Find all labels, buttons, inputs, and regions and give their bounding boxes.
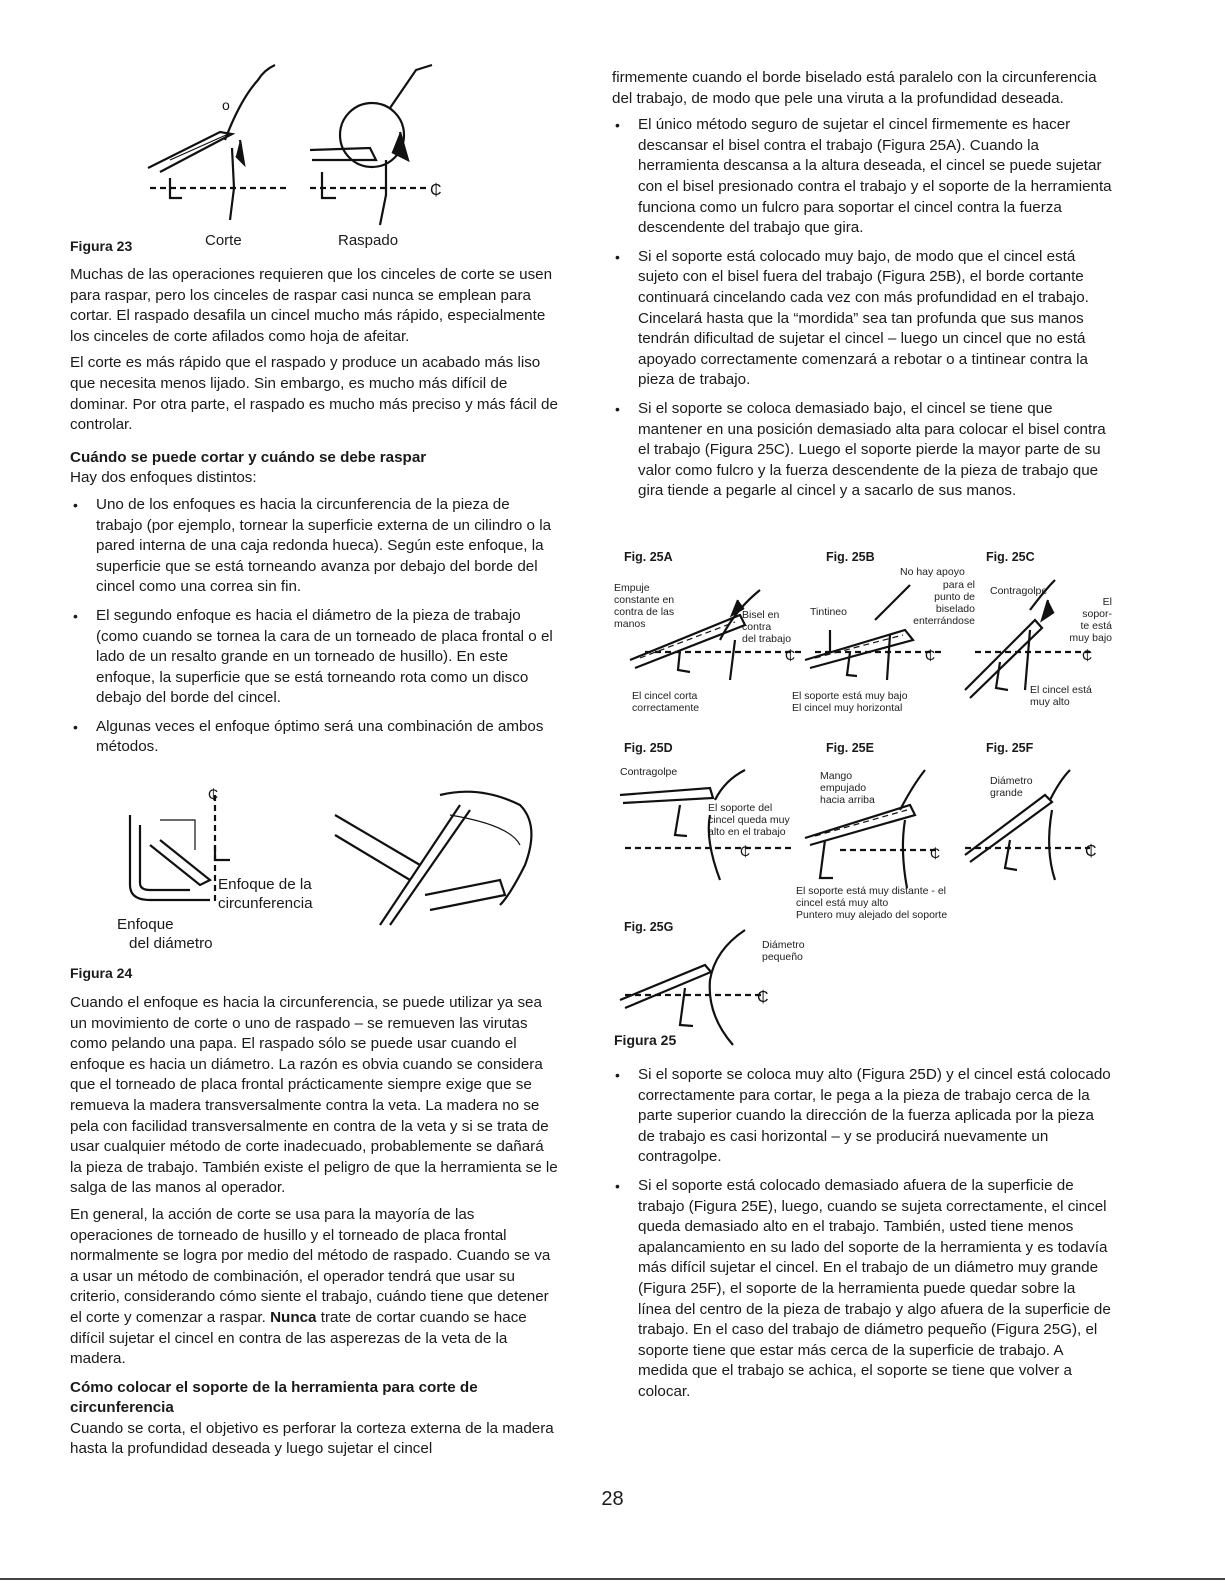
left-column-top — [70, 265, 558, 766]
figure-24-label-circ-2: circunferencia — [218, 895, 313, 912]
paragraph: Hay dos enfoques distintos: — [70, 469, 257, 487]
fig-25e-caption: El soporte está muy distante - el cincel está muy alto Puntero muy alejado del soporte — [796, 885, 948, 921]
list-item: • Si el soporte está colocado muy bajo, de modo que el cincel está sujeto con el bisel fuera del trabajo (Figura 25B), el borde cortante continuará cincelando cada vez con más profundidad en el trabajo. Cincelará hasta que la “mordida” sea tan profunda que sus manos tendrán dificultad de sujetar el cincel – luego un cincel que no está apoyado correctamente comenzará a rebotar o a tintinear contra la pieza de trabajo. — [612, 247, 1112, 391]
fig-25b-caption: El soporte está muy bajo El cincel muy horizontal — [792, 690, 908, 714]
fig-25d-drawing — [615, 770, 805, 880]
fig-25d-title: Fig. 25D — [624, 741, 673, 755]
figure-24-caption: Figura 24 — [70, 965, 133, 981]
bottom-rule — [0, 1578, 1225, 1580]
list-item: • Algunas veces el enfoque óptimo será una combinación de ambos métodos. — [70, 717, 558, 758]
list-item: • Si el soporte se coloca muy alto (Figura 25D) y el cincel está colocado correctamente para cortar, le pega a la pieza de trabajo cerca de la parte superior cuando la dirección de la fuerza aplicada por la pieza de trabajo es casi horizontal – y se producirá nuevamente un contragolpe. — [612, 1065, 1112, 1168]
list-item: • Si el soporte está colocado demasiado afuera de la superficie de trabajo (Figura 25E), luego, cuando se sujeta correctamente, el cincel queda demasiado alto en el trabajo. También, usted tiene menos apalancamiento en su lado del soporte de la herramienta y es todavía más difícil sujetar el cincel. En el trabajo de un diámetro muy grande (Figura 25F), el soporte de la herramienta puede quedar sobre la línea del centro de la pieza de trabajo y algo afuera de la superficie de trabajo. En el caso del trabajo de diámetro pequeño (Figura 25G), el soporte tiene que estar más cerca de la superficie de trabajo. A medida que el trabajo se achica, el soporte se tiene que volver a colocar. — [612, 1176, 1112, 1403]
fig-25f-drawing — [960, 770, 1110, 885]
section-heading: Cuándo se puede cortar y cuándo se debe raspar — [70, 448, 427, 466]
bullet-list — [612, 115, 1112, 502]
fig-25b-chatter-label: Tintineo — [810, 606, 847, 618]
fig-25g-title: Fig. 25G — [624, 920, 674, 934]
list-item: • El segundo enfoque es hacia el diámetro de la pieza de trabajo (como cuando se tornea la cara de un torneado de placa frontal o el lado de un resalto grande en un torneado de husillo). En este enfoque, la superficie que se está torneando rota como un disco debajo del borde del cincel. — [70, 606, 558, 709]
fig-25e-label: Mango empujado hacia arriba — [820, 770, 875, 806]
fig-25e-drawing — [795, 770, 955, 890]
paragraph: En general, la acción de corte se usa para la mayoría de las operaciones de torneado de husillo y el torneado de placa frontal normalmente se logra por medio del método de raspado. Cuando se va a usar un método de combinación, el operador tendrá que usar su criterio, considerando cómo siente el trabajo, cuándo tiene que detener el corte y comenzar a raspar. Nunca trate de cortar cuando se hace difícil sujetar el cincel en contra de las asperezas de la veta de la madera. — [70, 1205, 551, 1368]
figure-24-drawing — [120, 785, 550, 945]
fig-25b-top-label: No hay apoyo — [900, 566, 965, 578]
figure-23-drawing — [140, 60, 460, 230]
svg-text:₵: ₵ — [925, 647, 936, 663]
svg-text:₵: ₵ — [208, 786, 219, 802]
figure-23-label-raspado: Raspado — [338, 232, 399, 249]
paragraph: El corte es más rápido que el raspado y produce un acabado más liso que necesita menos lijado. Sin embargo, es mucho más difícil de dominar. Por otra parte, el raspado es mucho más preciso y más fácil de controlar. — [70, 354, 558, 434]
fig-25b-label: para el punto de biselado enterrándose — [913, 579, 975, 627]
svg-text:₵: ₵ — [785, 647, 796, 663]
fig-25c-title: Fig. 25C — [986, 550, 1035, 564]
fig-25a-title: Fig. 25A — [624, 550, 673, 564]
right-column-top — [612, 68, 1112, 510]
figure-24-label-circ-1: Enfoque de la — [218, 876, 312, 893]
fig-25c-kickback-label: Contragolpe — [990, 585, 1048, 597]
svg-text:₵: ₵ — [757, 989, 769, 1006]
page-number: 28 — [601, 1488, 624, 1510]
svg-text:o: o — [222, 97, 230, 113]
bullet-list — [612, 1065, 1112, 1403]
fig-25c-caption: El cincel está muy alto — [1030, 684, 1092, 708]
bullet-list — [70, 495, 558, 758]
svg-text:₵: ₵ — [740, 843, 751, 859]
section-heading: Cómo colocar el soporte de la herramienta para corte de circunferencia — [70, 1378, 478, 1417]
fig-25g-label: Diámetro pequeño — [762, 939, 805, 963]
fig-25d-label: El soporte del cincel queda muy alto en el trabajo — [708, 802, 790, 838]
fig-25b-title: Fig. 25B — [826, 550, 875, 564]
fig-25a-caption: El cincel corta correctamente — [632, 690, 700, 714]
fig-25e-title: Fig. 25E — [826, 741, 874, 755]
fig-25b-drawing — [795, 580, 975, 690]
figure-24-label-diam-1: Enfoque — [117, 916, 174, 933]
paragraph: firmemente cuando el borde biselado está paralelo con la circunferencia del trabajo, de modo que pele una viruta a la profundidad deseada. — [612, 69, 1097, 107]
figure-23-label-corte: Corte — [205, 232, 242, 249]
svg-text:₵: ₵ — [1082, 647, 1093, 663]
fig-25a-label: Empuje constante en contra de las manos — [614, 582, 675, 630]
svg-text:₵: ₵ — [1085, 843, 1097, 860]
list-item: • El único método seguro de sujetar el cincel firmemente es hacer descansar el bisel contra el trabajo (Figura 25A). Cuando la herramienta descansa a la altura deseada, el cincel se puede sujetar con el bisel presionado contra el trabajo y el soporte de la herramienta funciona como un fulcro para soportar el cincel contra la fuerza descendente del trabajo que gira. — [612, 115, 1112, 239]
fig-25f-label: Diámetro grande — [990, 775, 1033, 799]
paragraph: Muchas de las operaciones requieren que los cinceles de corte se usen para raspar, pero los cinceles de raspar casi nunca se emplean para cortar. El raspado desafila un cincel mucho más rápido, especialmente los cinceles de corte afilados como hoja de afeitar. — [70, 266, 553, 345]
fig-25c-label: El sopor- te está muy bajo — [1069, 596, 1112, 644]
figure-25-caption: Figura 25 — [614, 1032, 677, 1048]
figure-23-caption: Figura 23 — [70, 238, 133, 254]
fig-25f-title: Fig. 25F — [986, 741, 1034, 755]
fig-25a-drawing — [620, 580, 810, 690]
fig-25d-kickback-label: Contragolpe — [620, 766, 678, 778]
figure-24-label-diam-2: del diámetro — [129, 935, 213, 952]
paragraph: Cuando se corta, el objetivo es perforar la corteza externa de la madera hasta la profundidad deseada y luego sujetar el cincel — [70, 1419, 554, 1458]
paragraph: Cuando el enfoque es hacia la circunferencia, se puede utilizar ya sea un movimiento de corte o uno de raspado – se remueven las virutas como pelando una papa. El raspado sólo se puede usar cuando el enfoque es hacia un diámetro. La razón es obvia cuando se considera que el torneado de placa frontal prácticamente siempre exige que se remueva la madera transversalmente contra la veta. La madera no se pela con facilidad transversalmente en contra de la veta y si se trata de usar cualquier método de corte inadecuado, probablemente se dañará la pieza de trabajo. También existe el peligro de que la herramienta se le salga de las manos al operador. — [70, 994, 558, 1197]
fig-25a-bevel-label: Bisel en contra del trabajo — [742, 609, 792, 645]
right-column-bottom — [612, 1065, 1112, 1411]
list-item: • Uno de los enfoques es hacia la circunferencia de la pieza de trabajo (por ejemplo, tornear la superficie externa de un cilindro o la pared interna de una caja redonda hueca). Según este enfoque, la superficie que se está torneando avanza por debajo del borde del cincel como una correa sin fin. — [70, 495, 558, 598]
svg-text:₵: ₵ — [930, 845, 941, 861]
svg-text:₵: ₵ — [430, 182, 442, 199]
list-item: • Si el soporte se coloca demasiado bajo, el cincel se tiene que mantener en una posición demasiado alta para colocar el bisel contra el trabajo (Figura 25C). Luego el soporte pierde la mayor parte de su valor como fulcro y la fuerza descendente de la pieza de trabajo que gira tiende a pegarle al cincel y a sacarlo de sus manos. — [612, 399, 1112, 502]
left-column-bottom — [70, 993, 558, 1460]
